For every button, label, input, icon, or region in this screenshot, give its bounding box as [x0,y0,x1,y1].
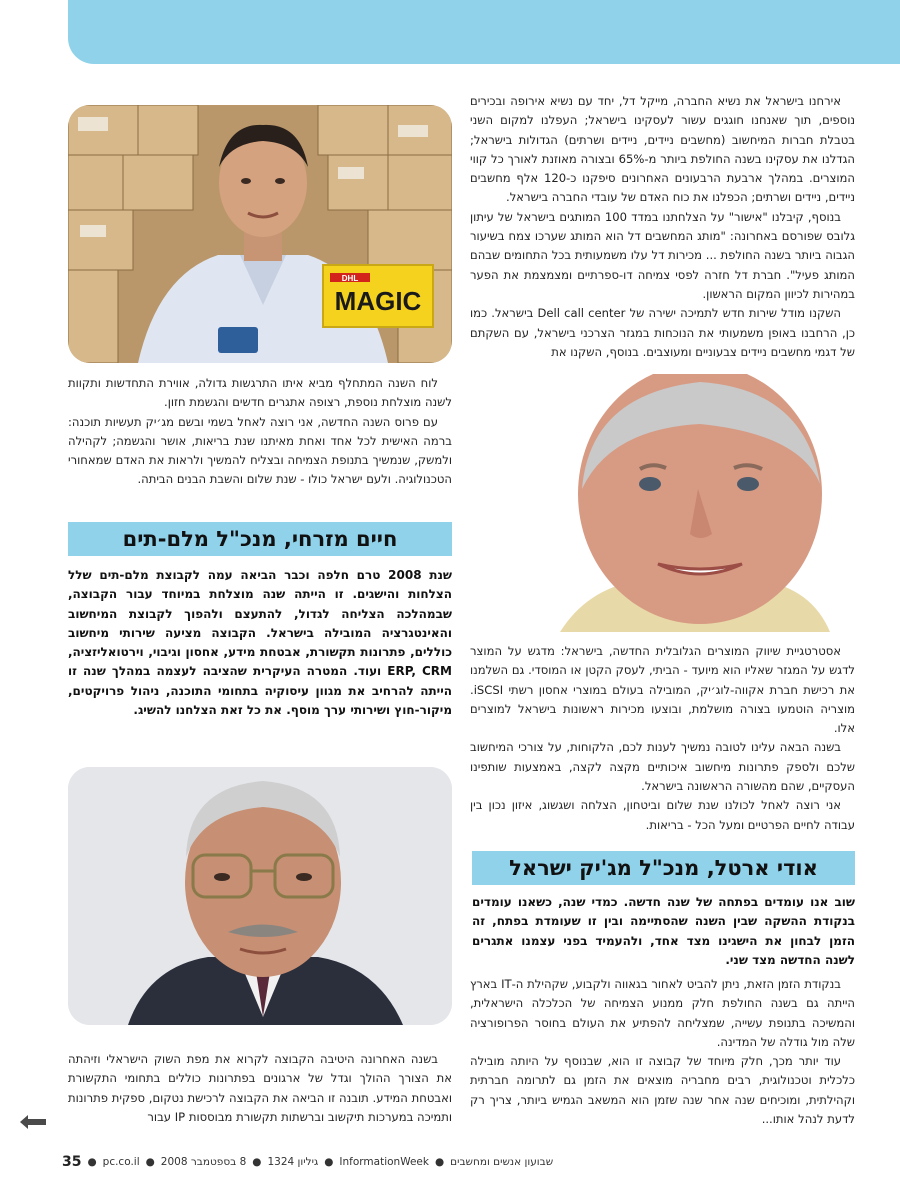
footer-brand: InformationWeek [339,1156,429,1168]
footer-publication: שבועון אנשים ומחשבים [450,1156,554,1168]
footer-bullet: ● [87,1156,97,1168]
lead-malam: שנת 2008 טרם חלפה וכבר הביאה עמה לקבוצת מלם-תים שלל הצלחות והישגים. זו הייתה שנה מוצלחת במיוחד עבור הקבוצה, שבמהלכה הצליחה לגדול, להתעצם ולהפוך לקבוצת המיחשוב והאינטגרציה המובילה בישראל. הקבוצה מציעה שירותי מיחשוב כוללים, פתרונות תקשורת, אבטחת מידע, אחסון וגיבוי, וירטואליזציה, ERP, CRM ועוד. המטרה העיקרית שהציבה לעצמה במהלך שנה זו הייתה להרחיב את מגוון עיסוקיה בתחומי התוכנה, ניהול פרויקטים, מיקור-חוץ ושירותי ערך מוסף. את כל זאת הצלחנו להשיג. [68,568,453,718]
heading-malam-text: חיים מזרחי, מנכ"ל מלם-תים [122,527,398,551]
paragraph: בנקודת הזמן הזאת, ניתן להביט לאחור בגאווה ולקבוע, שקהילת ה-IT בארץ הייתה גם בשנה החולפת חלק ממנוע הצמיחה של הכלכלה הישראלית, והמשיכה בתנופת עשייה, שמצליחה להפתיע את העולם בחוסר הפרופורציה שלה מול גודלה של המדינה. [470,977,855,1049]
heading-malam [68,522,452,556]
article-magic-body [470,975,855,1129]
footer-bullet: ● [434,1156,445,1168]
footer-bullet: ● [324,1156,334,1168]
paragraph: אני רוצה לאחל לכולנו שנת שלום וביטחון, הצלחה ושגשוג, איזון נכון בין עבודה לחיים הפרטיים ומעל הכל - בריאות. [470,798,855,832]
page-number: 35 [62,1154,82,1170]
photo-bald-man [530,374,855,632]
footer-site: pc.co.il [102,1156,140,1168]
paragraph: אירחנו בישראל את נשיא החברה, מייקל דל, יחד עם נשיא אירופה ובכירים נוספים, תוך שאנחנו חוגגים עשור לעסקינו בישראל; העפלנו למקום השני בטבלת חברות המיחשוב (מחשבים ניידים, ניידים ושרתים) הגדולות בישראל; הגדלנו את עסקינו בשנה החולפת ביותר מ-65% ובצורה מאוזנת לאורך כל קווי המוצרים. במהלך ארבעת הרבעונים האחרונים סיפקנו כ-120 אלף מחשבים ניידים, ניידים ושרתים; הכפלנו את כוח האדם של עובדי החברה בישראל. [470,94,855,205]
lead-magic: שוב אנו עומדים בפתחה של שנה חדשה. כמדי שנה, כשאנו עומדים בנקודת ההשקה שבין השנה שהסתיימה ובין זו שעומדת בפתח, זה הזמן לבחון את הישגינו מצד אחד, ולהעמיד בפני עצמנו אתגרים לשנה החדשה מצד שני. [472,895,855,967]
paragraph: אסטרטגיית שיווק המוצרים הגלובלית החדשה, בישראל: מדגש על המוצר לדגש על המגזר שאליו הוא מיועד - הביתי, לעסק הקטן או המוסדי. גם השלמנו את רכישת חברת אקווה-לוג׳יק, המובילה בעולם במוצרי אחסון רשתי iSCSI. מוצריה הוטמעו בצורה מושלמת, ובוצעו מכירות ראשונות בישראל למוצרים אלו. [470,644,855,736]
paragraph: השקנו מודל שירות חדש לתמיכה ישירה של Dell call center בישראל. כמו כן, הרחבנו באופן משמעותי את הנוכחות במגזר הצרכני בישראל, עם השקתם של דגמי מחשבים ניידים צבעוניים ומעוצבים. בנוסף, השקנו את [470,306,855,359]
heading-magic [472,851,855,885]
magic-sign-text: MAGIC [334,286,422,316]
article-malam-bottom [68,1050,452,1127]
paragraph: בשנה האחרונה היטיבה הקבוצה לקרוא את מפת השוק הישראלי וזיהתה את הצורך ההולך וגדל של ארגונים בפתרונות כוללים בתחומי התקשורת ואבטחת המידע. תובנה זו הביאה את הקבוצה לרכישת נטקום, ספקית פתרונות ותמיכה במערכות תיקשוב וברשתות תקשורת מבוססות IP עבור [68,1052,452,1124]
page-footer [62,1152,852,1172]
footer-issue: גיליון 1324 [267,1156,319,1168]
paragraph: לוח השנה המתחלף מביא איתו התרגשות גדולה, אווירת התחדשות ותקוות לשנה מוצלחת נוספת, רצופה אתגרים חדשים והגשמת חזון. [68,376,452,410]
paragraph: בנוסף, קיבלנו "אישור" על הצלחתנו במדד 100 המותגים בישראל של עיתון גלובס שפורסם באחרונה: "מותג המחשבים דל הוא המותג שערכו צמח בשיעור הגבוה ביותר בשנה החולפת ... מכירות דל עלו משמעותית בכל התחומים שבהם המותג פעיל". חברת דל חזרה לפסי צמיחה דו-ספרתיים ומצמצמת את הפער במהירות לכיוון המקום הראשון. [470,209,855,301]
article-mid-right [470,642,855,835]
continue-arrow-icon [18,1112,48,1132]
paragraph: עם פרוס השנה החדשה, אני רוצה לאחל בשמי ובשם מג׳יק תעשיות תוכנה: ברמה האישית לכל אחד ואחת מאיתנו שנת בריאות, אושר והגשמה; לקהילה ולמשק, שנמשיך בתנופת הצמיחה ובצליח להמשיך ולראות את האדם שמאחורי הטכנולוגיה. ולעם ישראל כולו - שנת שלום והשבת הבנים הביתה. [68,414,452,487]
paragraph: עוד יותר מכך, חלק מיוחד של קבוצה זו הוא, שבנוסף על היותה מובילה כלכלית וטכנולוגית, רבים מחבריה מוצאים את הזמן גם לתרומה חברתית וקהילתית, ומוכיחים שנה אחר שנה שזמן הוא המשאב הגמיש ביותר, צריך רק לדעת לנהל אותו... [470,1054,855,1127]
top-accent-band [68,0,900,64]
photo-man-glasses [68,767,452,1025]
article-top-right [470,92,855,362]
paragraph: בשנה הבאה עלינו לטובה נמשיך לענות לכם, הלקוחות, על צורכי המיחשוב שלכם ולספק פתרונות מיחשוב איכותיים מקצה לקצה, באמצעות שותפינו העסקיים, שהם מהשורה הראשונה בישראל. [470,740,855,794]
footer-bullet: ● [145,1156,155,1168]
footer-bullet: ● [252,1156,262,1168]
dhl-label: DHL [341,274,359,283]
photo-man-magic-sign [68,105,452,363]
article-top-left [68,374,452,490]
footer-date: 8 בספטמבר 2008 [160,1156,247,1168]
heading-magic-text: אודי ארטל, מנכ"ל מג'יק ישראל [509,856,818,880]
